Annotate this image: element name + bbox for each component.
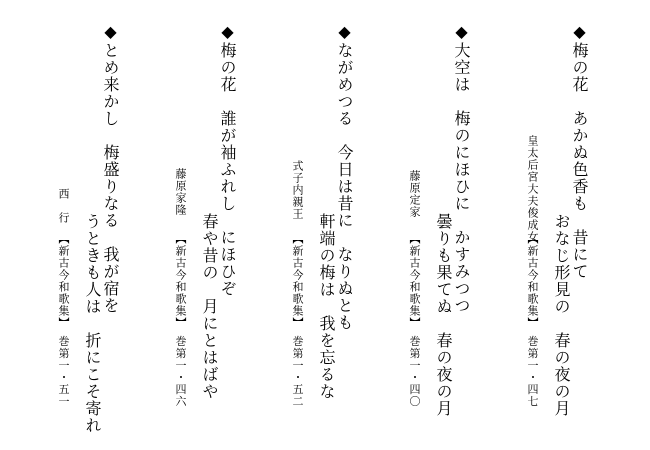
poem-4-verse-upper: 梅の花 誰が袖ふれし にほひぞ xyxy=(218,42,237,297)
poem-3-author: 式子内親王 xyxy=(291,160,304,220)
poem-2-author: 藤原定家 xyxy=(408,170,421,218)
diamond-bullet-icon: ◆ xyxy=(218,22,237,42)
poem-4 xyxy=(163,0,283,450)
poem-3-line-1 xyxy=(336,22,352,331)
poem-3-line-2: 軒端の梅は 我を忘るな xyxy=(317,213,336,400)
poem-4-line-2: 春や昔の 月にとはばや xyxy=(200,213,219,400)
poem-2-verse-upper: 大空は 梅のにほひに かすみつつ xyxy=(452,42,471,314)
poem-2-line-2: 曇りも果てぬ 春の夜の月 xyxy=(434,213,453,417)
poem-5-source: 【新古今和歌集】 巻第一・五一 xyxy=(57,233,70,408)
poem-3 xyxy=(280,0,400,450)
poem-4-line-1 xyxy=(219,22,235,297)
diamond-bullet-icon: ◆ xyxy=(570,22,589,42)
poem-1-line-1 xyxy=(571,22,587,280)
poem-1-author: 皇太后宮大夫俊成女 xyxy=(526,135,539,243)
poem-4-source: 【新古今和歌集】 巻第一・四六 xyxy=(174,233,187,408)
poem-1-source: 【新古今和歌集】 巻第一・四七 xyxy=(526,233,539,408)
poem-2-line-1 xyxy=(453,22,469,314)
poem-4-author: 藤原家隆 xyxy=(174,168,187,216)
diamond-bullet-icon: ◆ xyxy=(335,22,354,42)
poem-2-source: 【新古今和歌集】 巻第一・四〇 xyxy=(408,233,421,408)
poem-1 xyxy=(515,0,635,450)
poem-5 xyxy=(46,0,166,450)
poem-3-source: 【新古今和歌集】 巻第一・五二 xyxy=(291,233,304,408)
diamond-bullet-icon: ◆ xyxy=(452,22,471,42)
poem-2 xyxy=(397,0,517,450)
diamond-bullet-icon: ◆ xyxy=(101,22,120,42)
poem-5-author: 西 行 xyxy=(57,188,70,224)
poem-1-verse-upper: 梅の花 あかぬ色香も 昔にて xyxy=(570,42,589,280)
poem-5-verse-upper: とめ来かし 梅盛りなる 我が宿を xyxy=(101,42,120,314)
poem-5-line-2: うときも人は 折にこそ寄れ xyxy=(83,213,102,434)
poem-3-verse-upper: ながめつる 今日は昔に なりぬとも xyxy=(335,42,354,331)
poem-5-line-1 xyxy=(102,22,118,314)
poem-1-line-2: おなじ形見の 春の夜の月 xyxy=(552,213,571,417)
